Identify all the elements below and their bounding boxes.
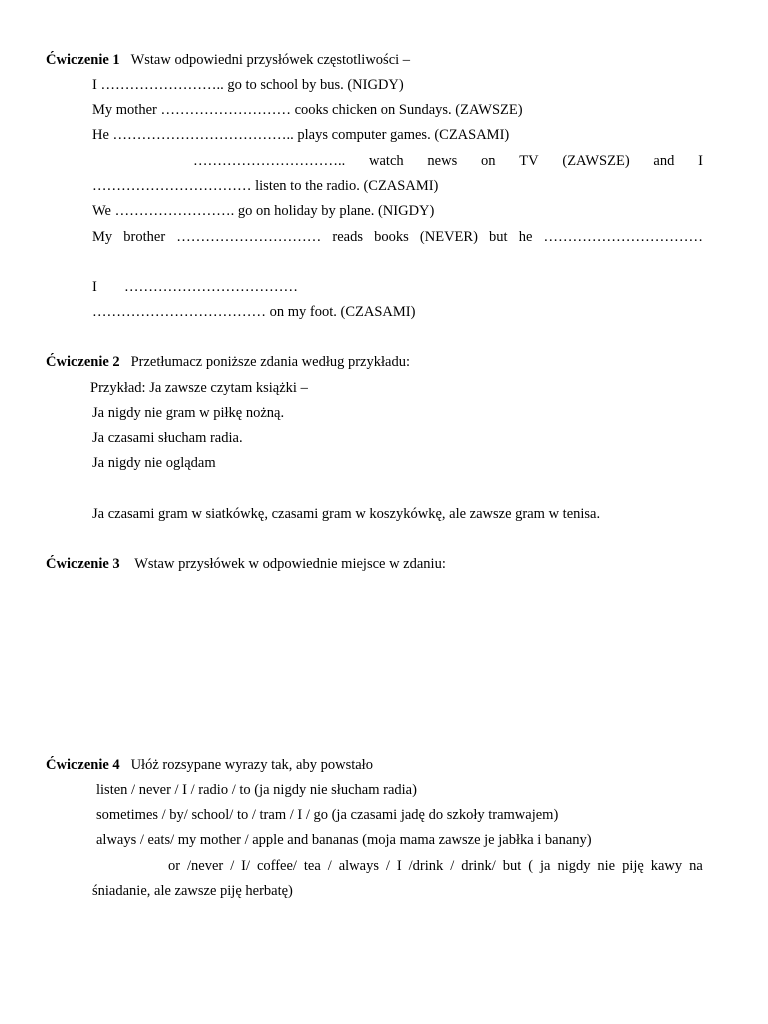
word: …………………………: [176, 229, 322, 245]
word: nie: [597, 858, 616, 874]
exercise-4-heading: [46, 756, 373, 774]
word: My: [92, 229, 113, 245]
ex2-example: Przykład: Ja zawsze czytam książki –: [90, 380, 308, 396]
word: always: [338, 858, 379, 874]
word: (NEVER): [419, 229, 478, 245]
word: (: [528, 858, 534, 874]
ex1-line-9: ……………………………… on my foot. (CZASAMI): [92, 304, 416, 320]
word: he: [518, 229, 533, 245]
exercise-3-heading: [46, 555, 446, 573]
exercise-2-instruction: Przetłumacz poniższe zdania według przykładu:: [130, 354, 410, 370]
word: /: [450, 858, 455, 874]
word: ja: [540, 858, 551, 874]
ex4-line-5: śniadanie, ale zawsze piję herbatę): [92, 883, 293, 899]
ex1-line-2: My mother ……………………… cooks chicken on Sundays. (ZAWSZE): [92, 102, 523, 118]
ex1-line-8-dots: ………………………………: [124, 279, 298, 295]
word: TV: [519, 153, 539, 169]
word: I: [698, 153, 703, 169]
word: I: [396, 858, 402, 874]
word: drink/: [461, 858, 496, 874]
word: books: [374, 229, 409, 245]
exercise-2-title: Ćwiczenie 2: [46, 354, 120, 370]
word: I/: [241, 858, 251, 874]
exercise-2-heading: [46, 353, 410, 371]
word: kawy: [650, 858, 683, 874]
ex2-line-3: Ja nigdy nie oglądam: [92, 455, 216, 471]
word: /never: [187, 858, 224, 874]
ex2-line-4: Ja czasami gram w siatkówkę, czasami gram w koszykówkę, ale zawsze gram w tenisa.: [92, 506, 601, 522]
ex1-line-3: He ……………………………….. plays computer games. (CZASAMI): [92, 127, 510, 143]
word: (ZAWSZE): [562, 153, 630, 169]
ex1-line-1: I …………………….. go to school by bus. (NIGDY): [92, 77, 404, 93]
ex1-line-8-pronoun: I: [92, 279, 97, 295]
word: nigdy: [557, 858, 591, 874]
word: tea: [303, 858, 321, 874]
word: brother: [123, 229, 166, 245]
exercise-1-heading: [46, 51, 410, 69]
ex4-line-3: always / eats/ my mother / apple and bananas (moja mama zawsze je jabłka i banany): [96, 832, 592, 848]
exercise-1-instruction: Wstaw odpowiedni przysłówek częstotliwości –: [130, 52, 411, 68]
ex4-line-4-justified: [168, 857, 703, 875]
ex1-line-7-justified: [92, 228, 703, 246]
exercise-4-instruction: Ułóż rozsypane wyrazy tak, aby powstało: [130, 757, 373, 773]
word: …………………………..: [193, 153, 346, 169]
exercise-3-title: Ćwiczenie 3: [46, 556, 120, 572]
word: /: [385, 858, 390, 874]
word: na: [689, 858, 703, 874]
word: but: [502, 858, 522, 874]
word: coffee/: [256, 858, 297, 874]
ex4-line-1: listen / never / I / radio / to (ja nigdy nie słucham radia): [96, 782, 417, 798]
word: reads: [332, 229, 363, 245]
word: piję: [622, 858, 644, 874]
ex4-line-2: sometimes / by/ school/ to / tram / I / go (ja czasami jadę do szkoły tramwajem): [96, 807, 559, 823]
ex1-line-4-justified: [193, 152, 703, 170]
ex2-line-2: Ja czasami słucham radia.: [92, 430, 243, 446]
word: news: [427, 153, 458, 169]
exercise-4-title: Ćwiczenie 4: [46, 757, 120, 773]
word: /: [327, 858, 332, 874]
exercise-3-instruction: Wstaw przysłówek w odpowiednie miejsce w zdaniu:: [134, 556, 446, 572]
word: ……………………………: [543, 229, 703, 245]
word: /: [230, 858, 235, 874]
word: but: [489, 229, 508, 245]
ex1-line-5: …………………………… listen to the radio. (CZASAMI): [92, 178, 439, 194]
exercise-1-title: Ćwiczenie 1: [46, 52, 120, 68]
word: on: [480, 153, 496, 169]
word: /drink: [408, 858, 444, 874]
ex1-line-6: We ……………………. go on holiday by plane. (NIGDY): [92, 203, 435, 219]
word: watch: [369, 153, 404, 169]
ex2-line-1: Ja nigdy nie gram w piłkę nożną.: [92, 405, 285, 421]
word: or: [168, 858, 181, 874]
word: and: [653, 153, 675, 169]
